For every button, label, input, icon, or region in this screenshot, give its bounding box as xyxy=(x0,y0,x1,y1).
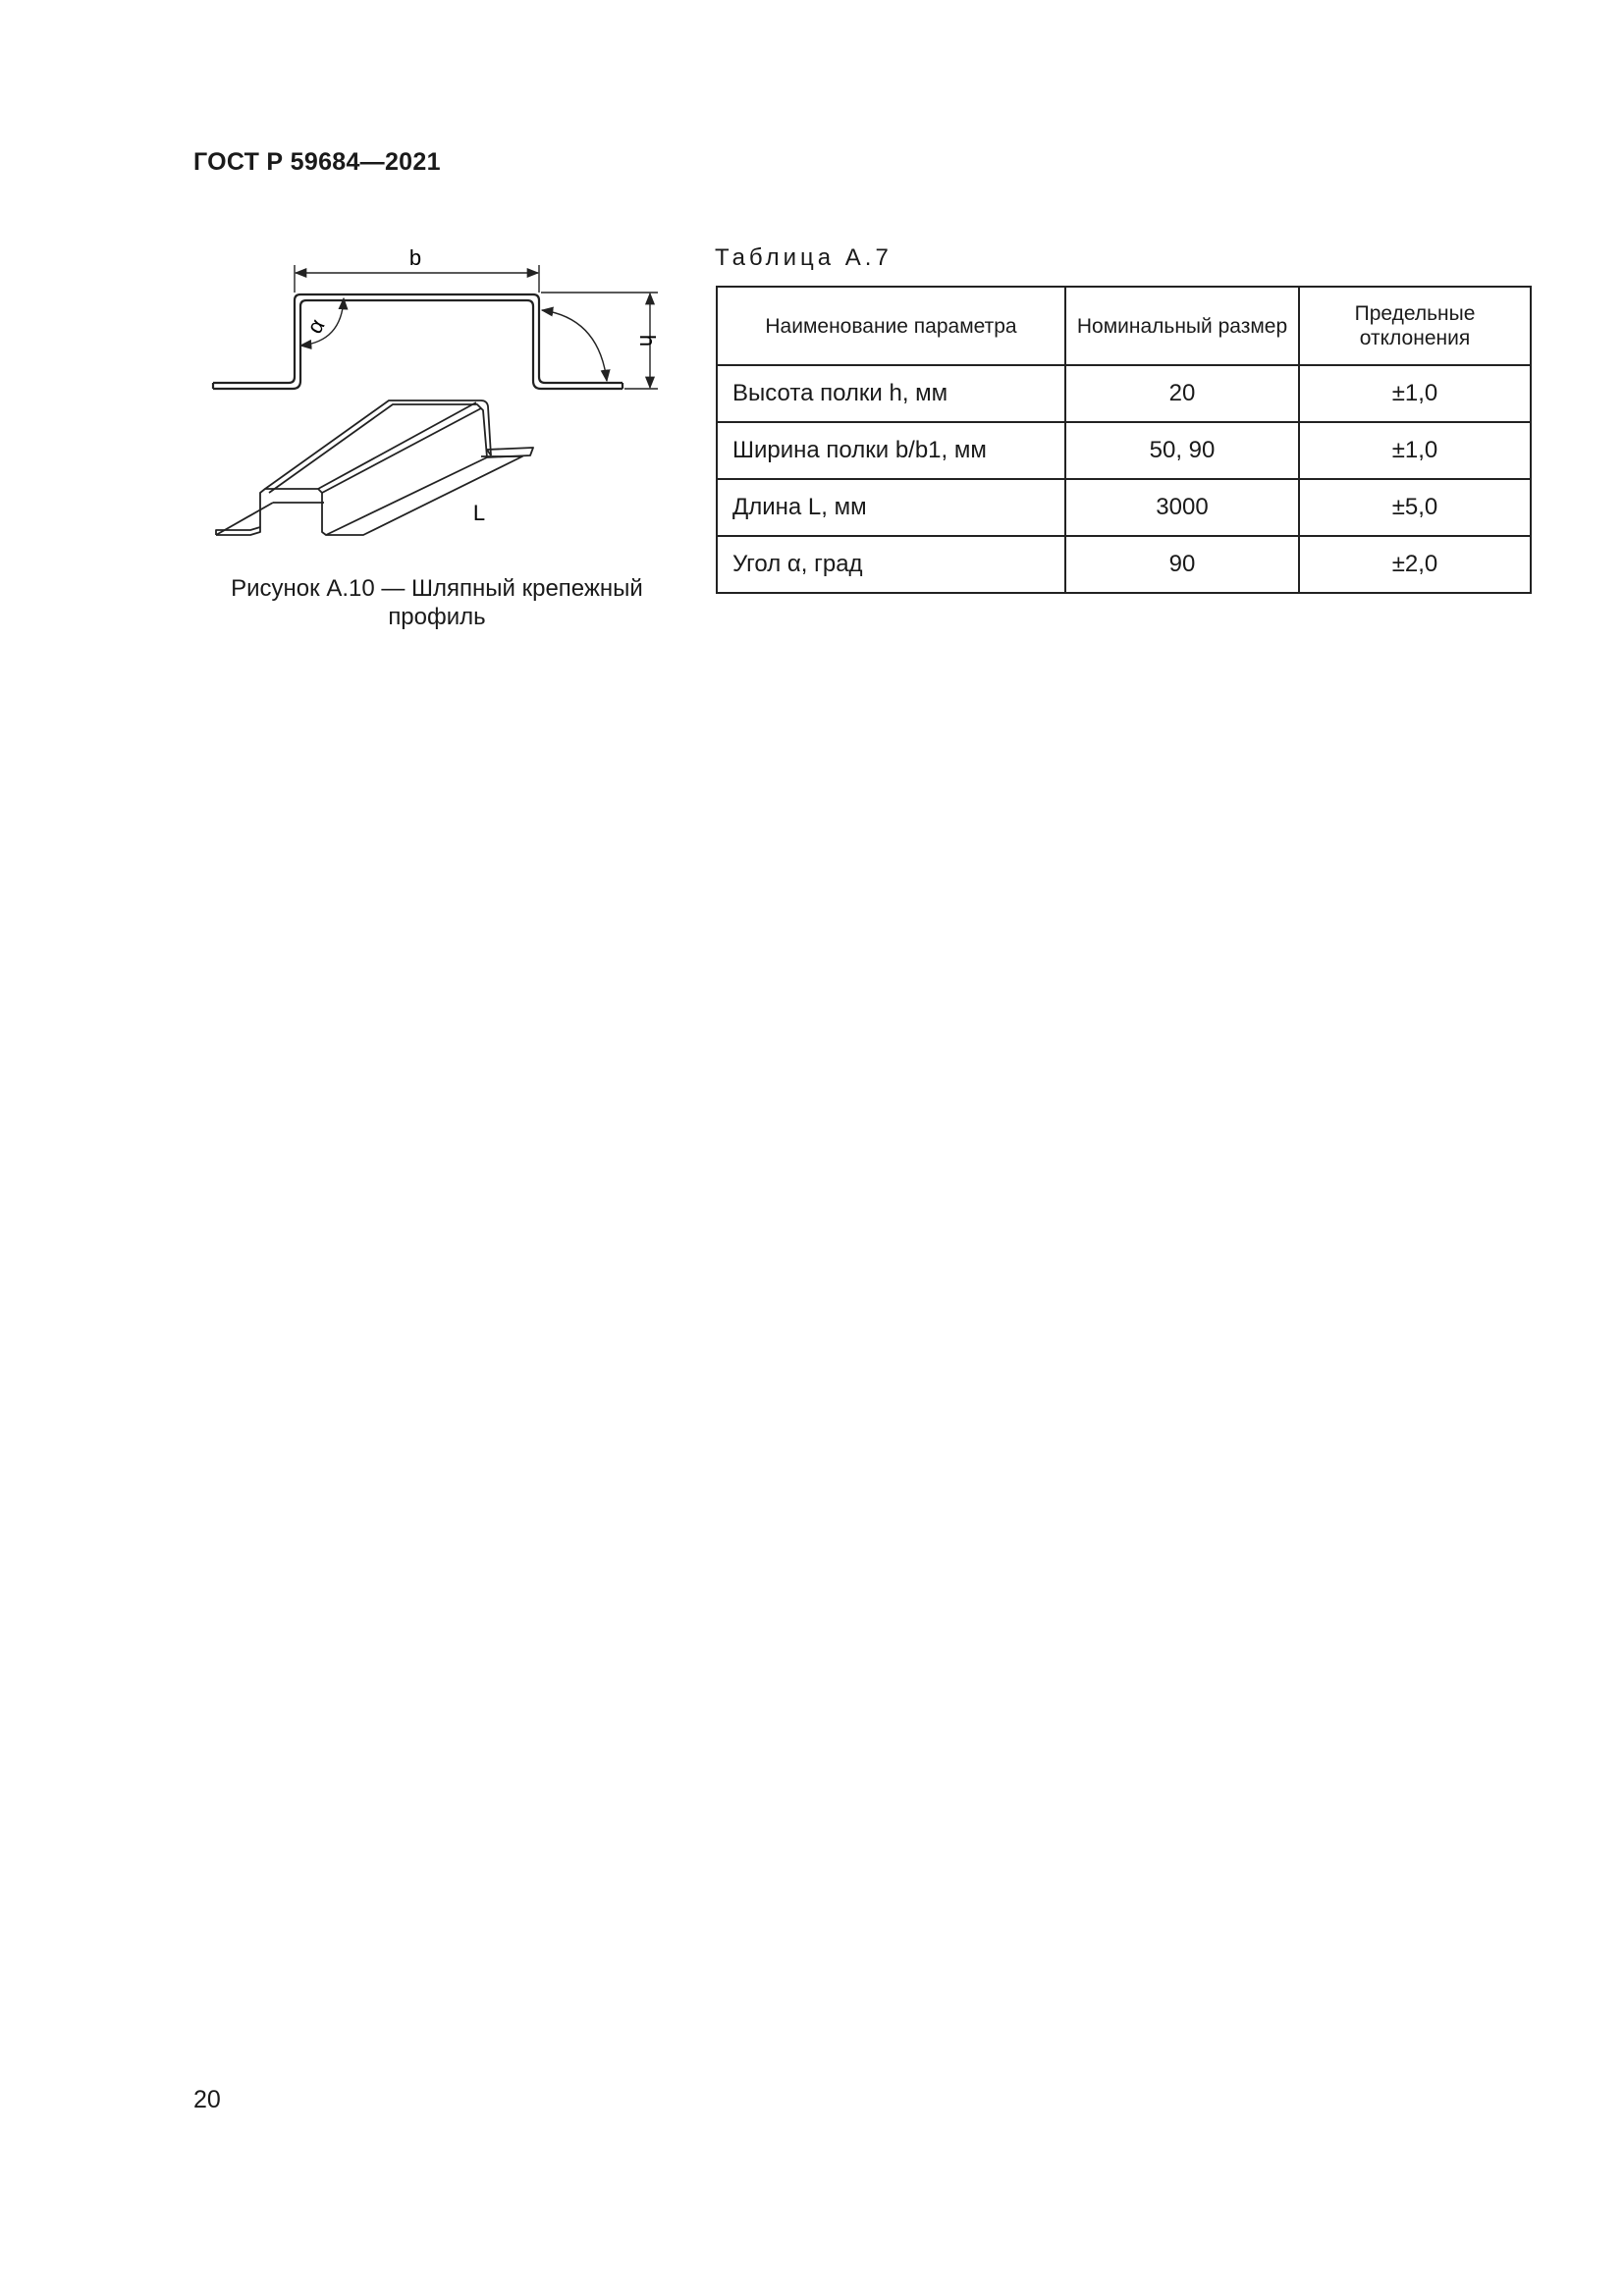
cell-nominal: 3000 xyxy=(1065,479,1299,536)
header-tolerance: Предельные отклонения xyxy=(1299,287,1531,365)
cell-nominal: 90 xyxy=(1065,536,1299,593)
table-row xyxy=(717,536,1531,593)
parameters-table xyxy=(716,286,1532,594)
cell-tolerance: ±5,0 xyxy=(1299,479,1531,536)
header-nominal-size: Номинальный размер xyxy=(1065,287,1299,365)
cell-tolerance: ±2,0 xyxy=(1299,536,1531,593)
cell-tolerance: ±1,0 xyxy=(1299,365,1531,422)
page-number: 20 xyxy=(193,2086,221,2113)
dimension-h-label: h xyxy=(635,334,660,347)
length-L-label: L xyxy=(472,501,486,525)
document-code: ГОСТ Р 59684—2021 xyxy=(193,148,441,176)
dimension-b-label: b xyxy=(408,245,422,270)
cell-parameter: Ширина полки b/b1, мм xyxy=(717,422,1065,479)
cell-parameter: Высота полки h, мм xyxy=(717,365,1065,422)
isometric-drawing xyxy=(216,400,533,535)
cell-nominal: 50, 90 xyxy=(1065,422,1299,479)
table-header-row xyxy=(717,287,1531,365)
table-row xyxy=(717,479,1531,536)
cross-section-drawing xyxy=(213,294,623,389)
hat-profile-figure xyxy=(206,236,668,560)
angle-alpha-label: α xyxy=(301,314,330,339)
table-title: Таблица А.7 xyxy=(715,244,893,271)
cell-tolerance: ±1,0 xyxy=(1299,422,1531,479)
cell-parameter: Длина L, мм xyxy=(717,479,1065,536)
table-row xyxy=(717,422,1531,479)
figure-caption: Рисунок А.10 — Шляпный крепежный профиль xyxy=(231,575,643,630)
table-row xyxy=(717,365,1531,422)
cell-parameter: Угол α, град xyxy=(717,536,1065,593)
header-parameter-name: Наименование параметра xyxy=(717,287,1065,365)
cell-nominal: 20 xyxy=(1065,365,1299,422)
angle-arcs xyxy=(300,298,607,381)
